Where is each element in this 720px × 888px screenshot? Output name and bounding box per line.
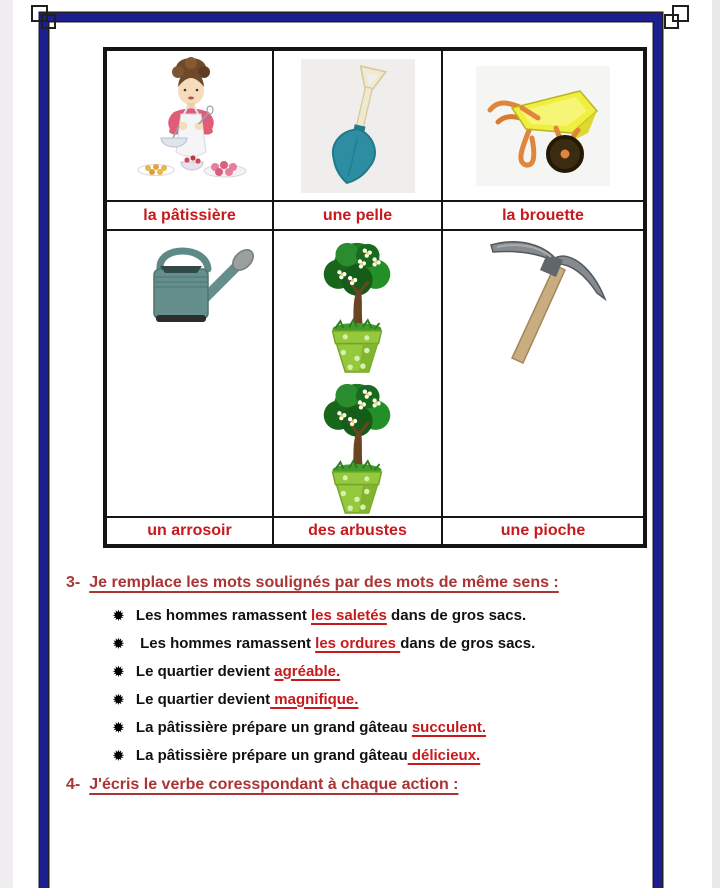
sentence: Le quartier devient agréable. (135, 662, 341, 680)
vocabulary-table (103, 47, 647, 548)
underlined-word: magnifique. (270, 690, 359, 708)
exercise4-number: 4- (66, 776, 81, 793)
shovel-image (301, 59, 415, 193)
scan-edge-right (712, 0, 720, 888)
exercise3-title: Je remplace les mots soulignés par des mots de même sens : (89, 574, 559, 591)
underlined-word: les ordures (315, 634, 401, 652)
shrub-stack (305, 233, 410, 515)
exercise3-number: 3- (66, 574, 81, 591)
exercise4-heading (66, 776, 666, 794)
label-pioche (442, 517, 644, 545)
frame-corner-ornament (664, 14, 679, 29)
exercise4-title: J'écris le verbe coresspondant à chaque action : (89, 776, 459, 793)
underlined-word: délicieux. (407, 746, 481, 764)
table-cell-brouette (442, 50, 644, 201)
label-text: un arrosoir (147, 522, 232, 539)
exercises-section (66, 574, 666, 794)
label-text: une pelle (322, 206, 393, 224)
list-item (66, 601, 666, 629)
label-text: des arbustes (308, 522, 407, 539)
underlined-word: les saletés (310, 606, 387, 624)
exercise3-heading (66, 574, 666, 592)
label-patissiere (106, 201, 273, 230)
star-bullet-icon: ✹ (113, 663, 124, 679)
star-bullet-icon: ✹ (113, 607, 124, 623)
list-item (66, 629, 666, 657)
label-text: la pâtissière (143, 206, 236, 224)
label-text: la brouette (502, 206, 584, 224)
label-arrosoir (106, 517, 273, 545)
exercise3-items (66, 601, 666, 769)
potted-shrub-image (305, 237, 410, 374)
sentence: La pâtissière prépare un grand gâteau succulent. (135, 718, 487, 736)
sentence: Le quartier devient magnifique. (135, 690, 359, 708)
label-text: une pioche (500, 522, 586, 539)
star-bullet-icon: ✹ (113, 747, 124, 763)
potted-shrub-image (305, 378, 410, 515)
underlined-word: agréable. (274, 662, 341, 680)
label-arbustes (273, 517, 442, 545)
pastry-chef-image (129, 54, 251, 198)
star-bullet-icon: ✹ (113, 691, 124, 707)
list-item (66, 713, 666, 741)
sentence: Les hommes ramassent les ordures dans de gros sacs. (135, 634, 536, 652)
list-item (66, 741, 666, 769)
label-brouette (442, 201, 644, 230)
frame-corner-ornament (41, 14, 56, 29)
underlined-word: succulent. (411, 718, 487, 736)
table-cell-pelle (273, 50, 442, 201)
table-cell-pioche (442, 230, 644, 517)
sentence: Les hommes ramassent les saletés dans de gros sacs. (135, 606, 527, 624)
list-item (66, 685, 666, 713)
label-pelle (273, 201, 442, 230)
sentence: La pâtissière prépare un grand gâteau délicieux. (135, 746, 481, 764)
table-cell-patissiere (106, 50, 273, 201)
star-bullet-icon: ✹ (113, 635, 124, 651)
pickaxe-image (467, 233, 619, 385)
scan-edge-left (0, 0, 13, 888)
watering-can-image (114, 239, 266, 339)
star-bullet-icon: ✹ (113, 719, 124, 735)
wheelbarrow-image (476, 66, 610, 186)
list-item (66, 657, 666, 685)
table-cell-arbustes (273, 230, 442, 517)
table-cell-arrosoir (106, 230, 273, 517)
